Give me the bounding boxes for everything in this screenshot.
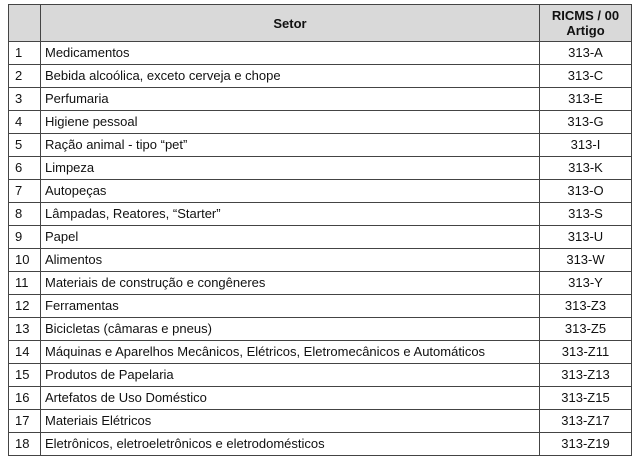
- row-article: 313-Z17: [540, 410, 632, 433]
- row-sector: Alimentos: [41, 249, 540, 272]
- header-article-line1: RICMS / 00: [551, 8, 620, 23]
- row-number: 5: [9, 134, 41, 157]
- row-number: 12: [9, 295, 41, 318]
- table-row: [9, 249, 632, 272]
- row-number: 10: [9, 249, 41, 272]
- row-article: 313-I: [540, 134, 632, 157]
- table-row: [9, 318, 632, 341]
- header-number: [9, 5, 41, 42]
- row-number: 4: [9, 111, 41, 134]
- header-sector: Setor: [41, 5, 540, 42]
- header-row: [9, 5, 632, 42]
- row-article: 313-Y: [540, 272, 632, 295]
- row-sector: Máquinas e Aparelhos Mecânicos, Elétricos, Eletromecânicos e Automáticos: [41, 341, 540, 364]
- table-header: [9, 5, 632, 42]
- table-row: [9, 111, 632, 134]
- row-article: 313-Z13: [540, 364, 632, 387]
- table-row: [9, 134, 632, 157]
- table-row: [9, 226, 632, 249]
- row-article: 313-Z15: [540, 387, 632, 410]
- table-row: [9, 157, 632, 180]
- row-article: 313-S: [540, 203, 632, 226]
- row-sector: Ferramentas: [41, 295, 540, 318]
- table-body: [9, 42, 632, 456]
- row-sector: Limpeza: [41, 157, 540, 180]
- table-row: [9, 410, 632, 433]
- row-number: 13: [9, 318, 41, 341]
- table-row: [9, 180, 632, 203]
- row-sector: Papel: [41, 226, 540, 249]
- table-row: [9, 341, 632, 364]
- sector-table: [8, 4, 632, 456]
- row-article: 313-Z3: [540, 295, 632, 318]
- row-number: 18: [9, 433, 41, 456]
- row-sector: Bebida alcoólica, exceto cerveja e chope: [41, 65, 540, 88]
- row-article: 313-O: [540, 180, 632, 203]
- row-number: 6: [9, 157, 41, 180]
- row-sector: Ração animal - tipo “pet”: [41, 134, 540, 157]
- row-article: 313-A: [540, 42, 632, 65]
- table-row: [9, 203, 632, 226]
- row-number: 8: [9, 203, 41, 226]
- row-article: 313-Z11: [540, 341, 632, 364]
- row-sector: Perfumaria: [41, 88, 540, 111]
- header-article-line2: Artigo: [566, 23, 605, 38]
- row-number: 16: [9, 387, 41, 410]
- table-row: [9, 272, 632, 295]
- row-sector: Produtos de Papelaria: [41, 364, 540, 387]
- table-row: [9, 295, 632, 318]
- row-sector: Bicicletas (câmaras e pneus): [41, 318, 540, 341]
- row-sector: Higiene pessoal: [41, 111, 540, 134]
- row-article: 313-K: [540, 157, 632, 180]
- row-number: 14: [9, 341, 41, 364]
- row-article: 313-U: [540, 226, 632, 249]
- row-article: 313-E: [540, 88, 632, 111]
- table-row: [9, 42, 632, 65]
- row-article: 313-Z19: [540, 433, 632, 456]
- row-sector: Materiais de construção e congêneres: [41, 272, 540, 295]
- row-article: 313-G: [540, 111, 632, 134]
- row-sector: Lâmpadas, Reatores, “Starter”: [41, 203, 540, 226]
- row-number: 1: [9, 42, 41, 65]
- header-article: [540, 5, 632, 42]
- row-number: 9: [9, 226, 41, 249]
- row-article: 313-Z5: [540, 318, 632, 341]
- table-row: [9, 364, 632, 387]
- row-number: 15: [9, 364, 41, 387]
- row-article: 313-W: [540, 249, 632, 272]
- row-sector: Medicamentos: [41, 42, 540, 65]
- table-row: [9, 65, 632, 88]
- table-row: [9, 387, 632, 410]
- row-number: 11: [9, 272, 41, 295]
- row-number: 17: [9, 410, 41, 433]
- table-row: [9, 433, 632, 456]
- row-number: 7: [9, 180, 41, 203]
- row-number: 2: [9, 65, 41, 88]
- row-sector: Eletrônicos, eletroeletrônicos e eletrodomésticos: [41, 433, 540, 456]
- row-sector: Artefatos de Uso Doméstico: [41, 387, 540, 410]
- row-sector: Autopeças: [41, 180, 540, 203]
- row-sector: Materiais Elétricos: [41, 410, 540, 433]
- row-number: 3: [9, 88, 41, 111]
- table-row: [9, 88, 632, 111]
- row-article: 313-C: [540, 65, 632, 88]
- document-sheet: [8, 4, 631, 456]
